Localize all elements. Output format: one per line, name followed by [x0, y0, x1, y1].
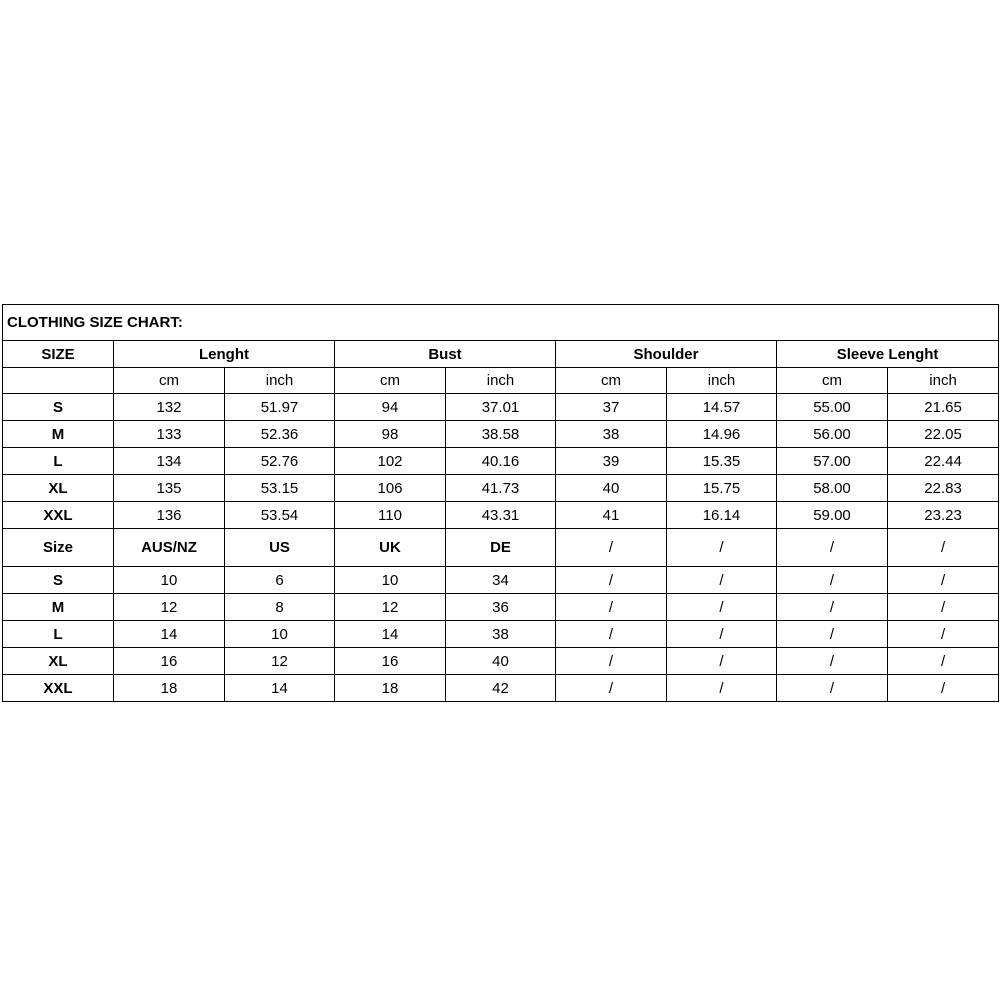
measurement-cell: 94	[335, 394, 446, 421]
measurement-cell: 52.36	[225, 421, 335, 448]
unit-cell: cm	[777, 368, 888, 394]
measurement-cell: 43.31	[446, 502, 556, 529]
conversion-header-cell: /	[888, 529, 999, 567]
conversion-header-cell: US	[225, 529, 335, 567]
measurement-cell: 40.16	[446, 448, 556, 475]
conversion-cell: 38	[446, 621, 556, 648]
measurement-cell: 22.83	[888, 475, 999, 502]
conversion-cell: 6	[225, 567, 335, 594]
conversion-cell: 12	[225, 648, 335, 675]
conversion-row	[3, 621, 999, 648]
size-chart-table	[2, 304, 999, 702]
conversion-cell: /	[667, 567, 777, 594]
conversion-cell: /	[556, 594, 667, 621]
bust-group-header: Bust	[335, 341, 556, 368]
sleeve-length-group-header: Sleeve Lenght	[777, 341, 999, 368]
unit-cell: inch	[446, 368, 556, 394]
measurement-cell: 59.00	[777, 502, 888, 529]
conversion-row	[3, 648, 999, 675]
conversion-cell: 12	[335, 594, 446, 621]
size-label-cell: M	[3, 421, 114, 448]
measurement-cell: 22.44	[888, 448, 999, 475]
measurement-cell: 52.76	[225, 448, 335, 475]
size-label-cell: S	[3, 567, 114, 594]
measurement-cell: 39	[556, 448, 667, 475]
measurement-cell: 22.05	[888, 421, 999, 448]
size-label-cell: M	[3, 594, 114, 621]
conversion-row	[3, 675, 999, 702]
conversion-header-cell: Size	[3, 529, 114, 567]
conversion-cell: /	[667, 621, 777, 648]
chart-title: CLOTHING SIZE CHART:	[3, 305, 999, 341]
size-label-cell: XXL	[3, 675, 114, 702]
conversion-header-cell: /	[777, 529, 888, 567]
measurement-cell: 51.97	[225, 394, 335, 421]
conversion-cell: /	[667, 675, 777, 702]
unit-cell: cm	[335, 368, 446, 394]
measurement-cell: 14.57	[667, 394, 777, 421]
conversion-row	[3, 567, 999, 594]
conversion-cell: 12	[114, 594, 225, 621]
conversion-cell: 16	[114, 648, 225, 675]
unit-row-blank-cell	[3, 368, 114, 394]
measurement-cell: 21.65	[888, 394, 999, 421]
conversion-cell: 40	[446, 648, 556, 675]
measurement-cell: 55.00	[777, 394, 888, 421]
size-chart-body	[3, 305, 999, 702]
measurement-cell: 57.00	[777, 448, 888, 475]
size-label-cell: S	[3, 394, 114, 421]
conversion-cell: /	[556, 675, 667, 702]
size-column-header: SIZE	[3, 341, 114, 368]
measurement-cell: 110	[335, 502, 446, 529]
unit-cell: cm	[556, 368, 667, 394]
measurement-cell: 15.75	[667, 475, 777, 502]
conversion-header-row	[3, 529, 999, 567]
conversion-header-cell: DE	[446, 529, 556, 567]
size-label-cell: L	[3, 448, 114, 475]
conversion-cell: 10	[335, 567, 446, 594]
measurement-header-row	[3, 341, 999, 368]
size-label-cell: XXL	[3, 502, 114, 529]
length-group-header: Lenght	[114, 341, 335, 368]
conversion-cell: 14	[114, 621, 225, 648]
size-label-cell: XL	[3, 475, 114, 502]
unit-cell: inch	[667, 368, 777, 394]
size-label-cell: L	[3, 621, 114, 648]
measurement-cell: 53.15	[225, 475, 335, 502]
measurement-cell: 16.14	[667, 502, 777, 529]
measurement-cell: 40	[556, 475, 667, 502]
unit-row	[3, 368, 999, 394]
measurement-cell: 56.00	[777, 421, 888, 448]
conversion-cell: /	[777, 648, 888, 675]
measurement-cell: 15.35	[667, 448, 777, 475]
measurement-cell: 38	[556, 421, 667, 448]
conversion-cell: 42	[446, 675, 556, 702]
conversion-header-cell: /	[667, 529, 777, 567]
conversion-cell: /	[667, 648, 777, 675]
measurement-cell: 106	[335, 475, 446, 502]
conversion-cell: 14	[225, 675, 335, 702]
conversion-header-cell: UK	[335, 529, 446, 567]
measurement-cell: 23.23	[888, 502, 999, 529]
measurement-cell: 41	[556, 502, 667, 529]
conversion-cell: 36	[446, 594, 556, 621]
measurement-cell: 58.00	[777, 475, 888, 502]
measurement-cell: 37.01	[446, 394, 556, 421]
conversion-cell: /	[667, 594, 777, 621]
measurement-cell: 135	[114, 475, 225, 502]
conversion-cell: 34	[446, 567, 556, 594]
conversion-cell: /	[888, 621, 999, 648]
measurement-cell: 136	[114, 502, 225, 529]
conversion-cell: /	[777, 594, 888, 621]
conversion-cell: 18	[335, 675, 446, 702]
measurement-cell: 41.73	[446, 475, 556, 502]
measurement-cell: 38.58	[446, 421, 556, 448]
conversion-cell: /	[888, 594, 999, 621]
measurement-cell: 132	[114, 394, 225, 421]
measurement-row	[3, 421, 999, 448]
conversion-header-cell: AUS/NZ	[114, 529, 225, 567]
conversion-cell: /	[556, 621, 667, 648]
conversion-header-cell: /	[556, 529, 667, 567]
measurement-cell: 102	[335, 448, 446, 475]
conversion-cell: /	[888, 675, 999, 702]
conversion-cell: /	[556, 648, 667, 675]
conversion-row	[3, 594, 999, 621]
measurement-cell: 134	[114, 448, 225, 475]
conversion-cell: 14	[335, 621, 446, 648]
conversion-cell: 10	[114, 567, 225, 594]
conversion-cell: /	[888, 648, 999, 675]
unit-cell: inch	[888, 368, 999, 394]
conversion-cell: 10	[225, 621, 335, 648]
unit-cell: cm	[114, 368, 225, 394]
shoulder-group-header: Shoulder	[556, 341, 777, 368]
conversion-cell: /	[777, 675, 888, 702]
title-row	[3, 305, 999, 341]
measurement-row	[3, 394, 999, 421]
measurement-cell: 14.96	[667, 421, 777, 448]
measurement-row	[3, 502, 999, 529]
measurement-cell: 98	[335, 421, 446, 448]
size-label-cell: XL	[3, 648, 114, 675]
unit-cell: inch	[225, 368, 335, 394]
measurement-row	[3, 475, 999, 502]
measurement-row	[3, 448, 999, 475]
measurement-cell: 133	[114, 421, 225, 448]
measurement-cell: 37	[556, 394, 667, 421]
measurement-cell: 53.54	[225, 502, 335, 529]
conversion-cell: 18	[114, 675, 225, 702]
conversion-cell: 8	[225, 594, 335, 621]
conversion-cell: 16	[335, 648, 446, 675]
conversion-cell: /	[556, 567, 667, 594]
conversion-cell: /	[888, 567, 999, 594]
conversion-cell: /	[777, 621, 888, 648]
conversion-cell: /	[777, 567, 888, 594]
